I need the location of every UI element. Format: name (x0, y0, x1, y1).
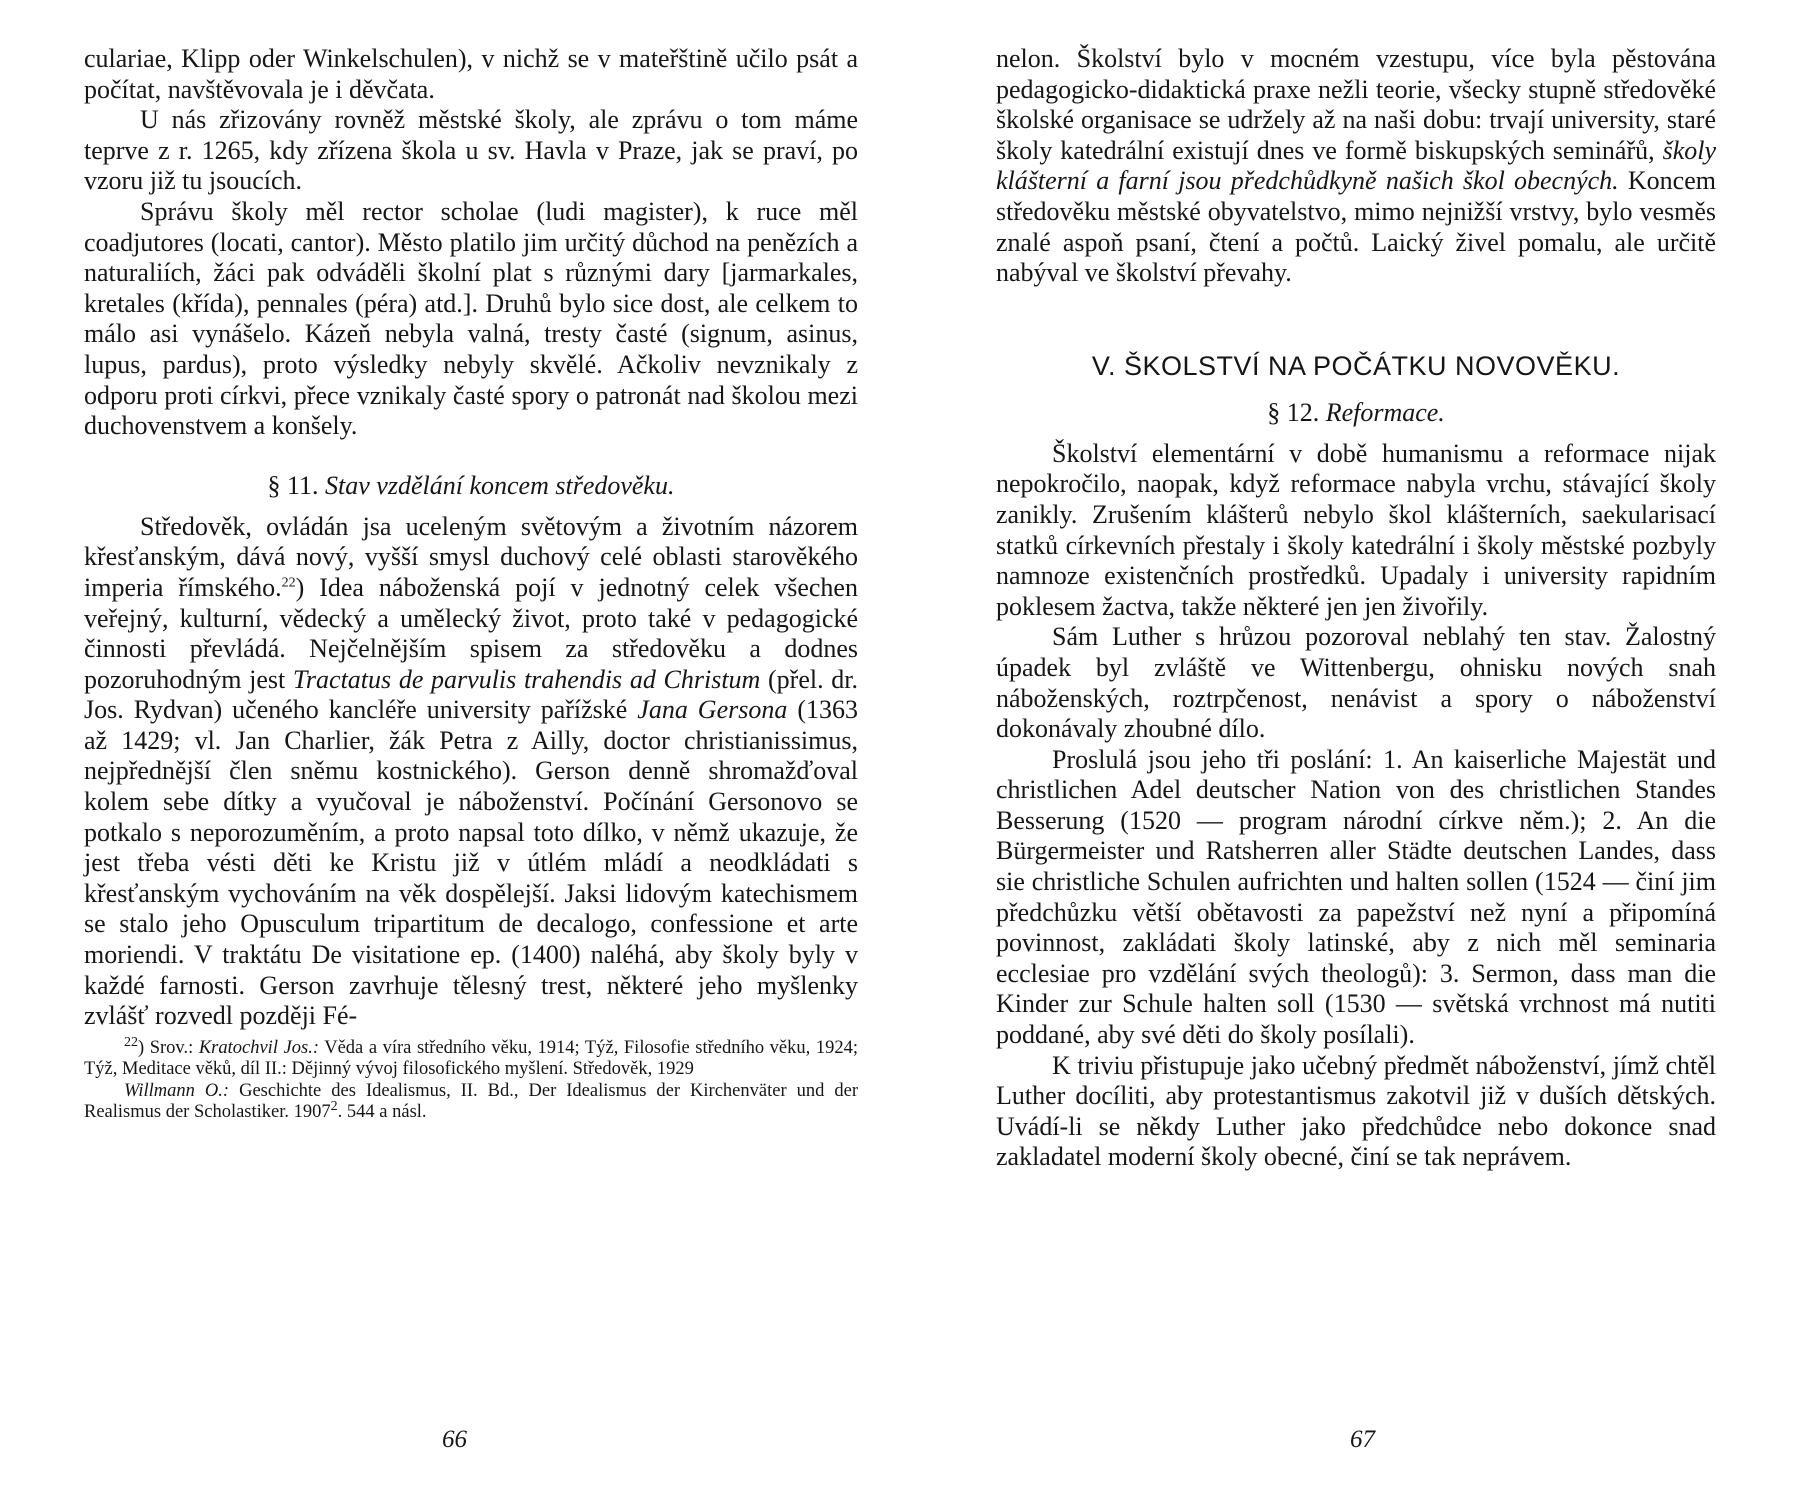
footnotes (84, 1034, 858, 1124)
left-p4-title-tractatus: Tractatus de parvulis trahendis ad Christum (292, 664, 761, 694)
right-paragraph-5: K triviu přistupuje jako učebný předmět náboženství, jímž chtěl Luther docíliti, aby protestantismus zakotvil již v duších dětských. Uvádí-li se někdy Luther jako předchůdce nebo dokonce snad zakladatel moderní školy obecné, činí se tak neprávem. (996, 1050, 1716, 1172)
page-number-right: 67 (1350, 1426, 1375, 1453)
footnote-2-edition: 2 (330, 1099, 338, 1115)
right-p1-text-b: Koncem středověku městské obyvatelstvo, mimo nejnižší vrstvy, bylo vesměs znalé aspoň psaní, čtení a počtů. Laický živel pomalu, ale určitě nabýval ve školství převahy. (996, 166, 1716, 288)
right-p1-text-a: nelon. Školství bylo v mocném vzestupu, více byla pěstována pedagogicko-didaktická praxe nežli teorie, všecky stupně středověké školské organisace se udržely až na naši dobu: trvají university, staré školy katedrální existují dnes ve formě biskupských seminářů, (996, 44, 1716, 165)
left-paragraph-2: U nás zřizovány rovněž městské školy, ale zprávu o tom máme teprve z r. 1265, kdy zřízena škola u sv. Havla v Praze, jak se praví, po vzoru již tu jsoucích. (84, 105, 858, 196)
section-11-number: § 11. (267, 470, 319, 500)
right-paragraph-2: Školství elementární v době humanismu a reformace nijak nepokročilo, naopak, když reformace nabyla vrchu, stávající školy zanikly. Zrušením klášterů nebylo škol klášterních, saekularisací statků církevních přestaly i školy katedrální i školy městské pozbyly namnoze existenčních prostředků. Upadaly i university rapidním poklesem žactva, takže některé jen jen živořily. (996, 438, 1716, 621)
section-11-title: Stav vzdělání koncem středověku. (325, 470, 675, 500)
right-paragraph-3: Sám Luther s hrůzou pozoroval neblahý ten stav. Žalostný úpadek byl zvláště ve Wittenbergu, ohnisku nových snah náboženských, roztrpčenost, nenávist a spory o náboženství dokonávaly zhoubné dílo. (996, 622, 1716, 744)
chapter-heading: V. ŠKOLSTVÍ NA POČÁTKU NOVOVĚKU. (1091, 350, 1621, 381)
left-p4-name-gerson: Jana Gersona (637, 695, 788, 725)
footnote-1 (84, 1034, 858, 1081)
left-paragraph-1: culariae, Klipp oder Winkelschulen), v nichž se v mateřštině učilo psát a počítat, navštěvovala je i děvčata. (84, 44, 858, 104)
footnote-1-text-a: ) Srov.: (138, 1037, 199, 1058)
footnote-1-author: Kratochvil Jos.: (198, 1037, 319, 1058)
left-paragraph-4 (84, 512, 858, 1032)
left-paragraph-3: Správu školy měl rector scholae (ludi magister), k ruce měl coadjutores (locati, cantor). Město platilo jim určitý důchod na penězích a naturaliích, žáci pak odváděli školní plat s různými dary [jarmarkales, kretales (křída), pennales (péra) atd.]. Druhů bylo sice dost, ale celkem to málo asi vynášelo. Kázeň nebyla valná, tresty časté (signum, asinus, lupus, pardus), proto výsledky nebyly skvělé. Ačkoliv nevznikaly z odporu proti církvi, přece vznikaly časté spory o patronát nad školou mezi duchovenstvem a konšely. (84, 196, 858, 441)
footnote-ref-22: 22 (281, 575, 296, 591)
page-number-left: 66 (442, 1426, 467, 1453)
section-12-number: § 12. (1267, 397, 1320, 427)
left-p4-text-b: ) Idea náboženská pojí v jednotný celek všechen veřejný, kulturní, vědecký a umělecký život, proto také v pedagogické činnosti převládá. Nejčelnějším spisem za středověku a dodnes pozoruhodným jest (84, 572, 858, 694)
footnote-1-text-b: Věda a víra středního věku, 1914; Týž, Filosofie středního věku, 1924; Týž, Meditace věků, díl II.: Dějinný vývoj filosofického myšlení. Středověk, 1929 (84, 1037, 858, 1080)
right-paragraph-4: Proslulá jsou jeho tři poslání: 1. An kaiserliche Majestät und christlichen Adel deutscher Nation von des christlichen Standes Besserung (1520 — program národní církve něm.); 2. An die Bürgermeister und Ratsherren aller Städte deutschen Landes, dass sie christliche Schulen aufrichten und halten sollen (1524 — činí jim předchůzku větší obětavosti za papežství než nyní a připomíná povinnost, zakládati školy latinské, aby z nich měl seminaria ecclesiae pro vzdělání svých theologů): 3. Sermon, dass man die Kinder zur Schule halten soll (1530 — světská vrchnost má nutiti poddané, aby své děti do školy posílali). (996, 744, 1716, 1050)
left-p4-text-c: (přel. dr. Jos. Rydvan) učeného kancléře university pařížské (84, 664, 858, 725)
footnote-2-text-b: Geschichte des Idealismus, II. Bd., Der Idealismus der Kirchenväter und der Realismus der Scholastiker. 1907 (84, 1080, 858, 1123)
section-11-heading (84, 470, 858, 502)
right-page (996, 44, 1716, 1173)
left-p4-text-d: (1363 až 1429; vl. Jan Charlier, žák Petra z Ailly, doctor christianissimus, nejpřednější člen sněmu kostnického). Gerson denně shromažďoval kolem sebe dítky a vyučoval je náboženství. Počínání Gersonovo se potkalo s neporozuměním, a proto napsal toto dílko, v němž ukazuje, že jest třeba vésti děti ke Kristu již v útlém mládí a neodkládati s křesťanským vychováním na věk dospělejší. Jaksi lidovým katechismem se stalo jeho Opusculum tripartitum de decalogo, confessione et arte moriendi. V traktátu De visitatione ep. (1400) naléhá, aby školy byly v každé farnosti. Gerson zavrhuje tělesný trest, některé jeho myšlenky zvlášť rozvedl později Fé- (84, 695, 858, 1031)
footnote-2-text-c: . 544 a násl. (337, 1102, 427, 1123)
footnote-2-author: Willmann O.: (124, 1080, 230, 1101)
section-12-heading (996, 397, 1716, 429)
left-p4-text-a: Středověk, ovládán jsa uceleným světovým a životním názorem křesťanským, dává nový, vyšší smysl duchový celé oblasti starověkého imperia římského. (84, 511, 858, 602)
left-page (84, 44, 858, 1124)
right-p1-italic: školy klášterní a farní jsou předchůdkyně našich škol obecných. (996, 135, 1716, 196)
right-paragraph-1 (996, 44, 1716, 289)
footnote-1-number: 22 (124, 1034, 138, 1050)
section-12-title: Reformace. (1325, 397, 1445, 427)
footnote-2 (84, 1081, 858, 1124)
